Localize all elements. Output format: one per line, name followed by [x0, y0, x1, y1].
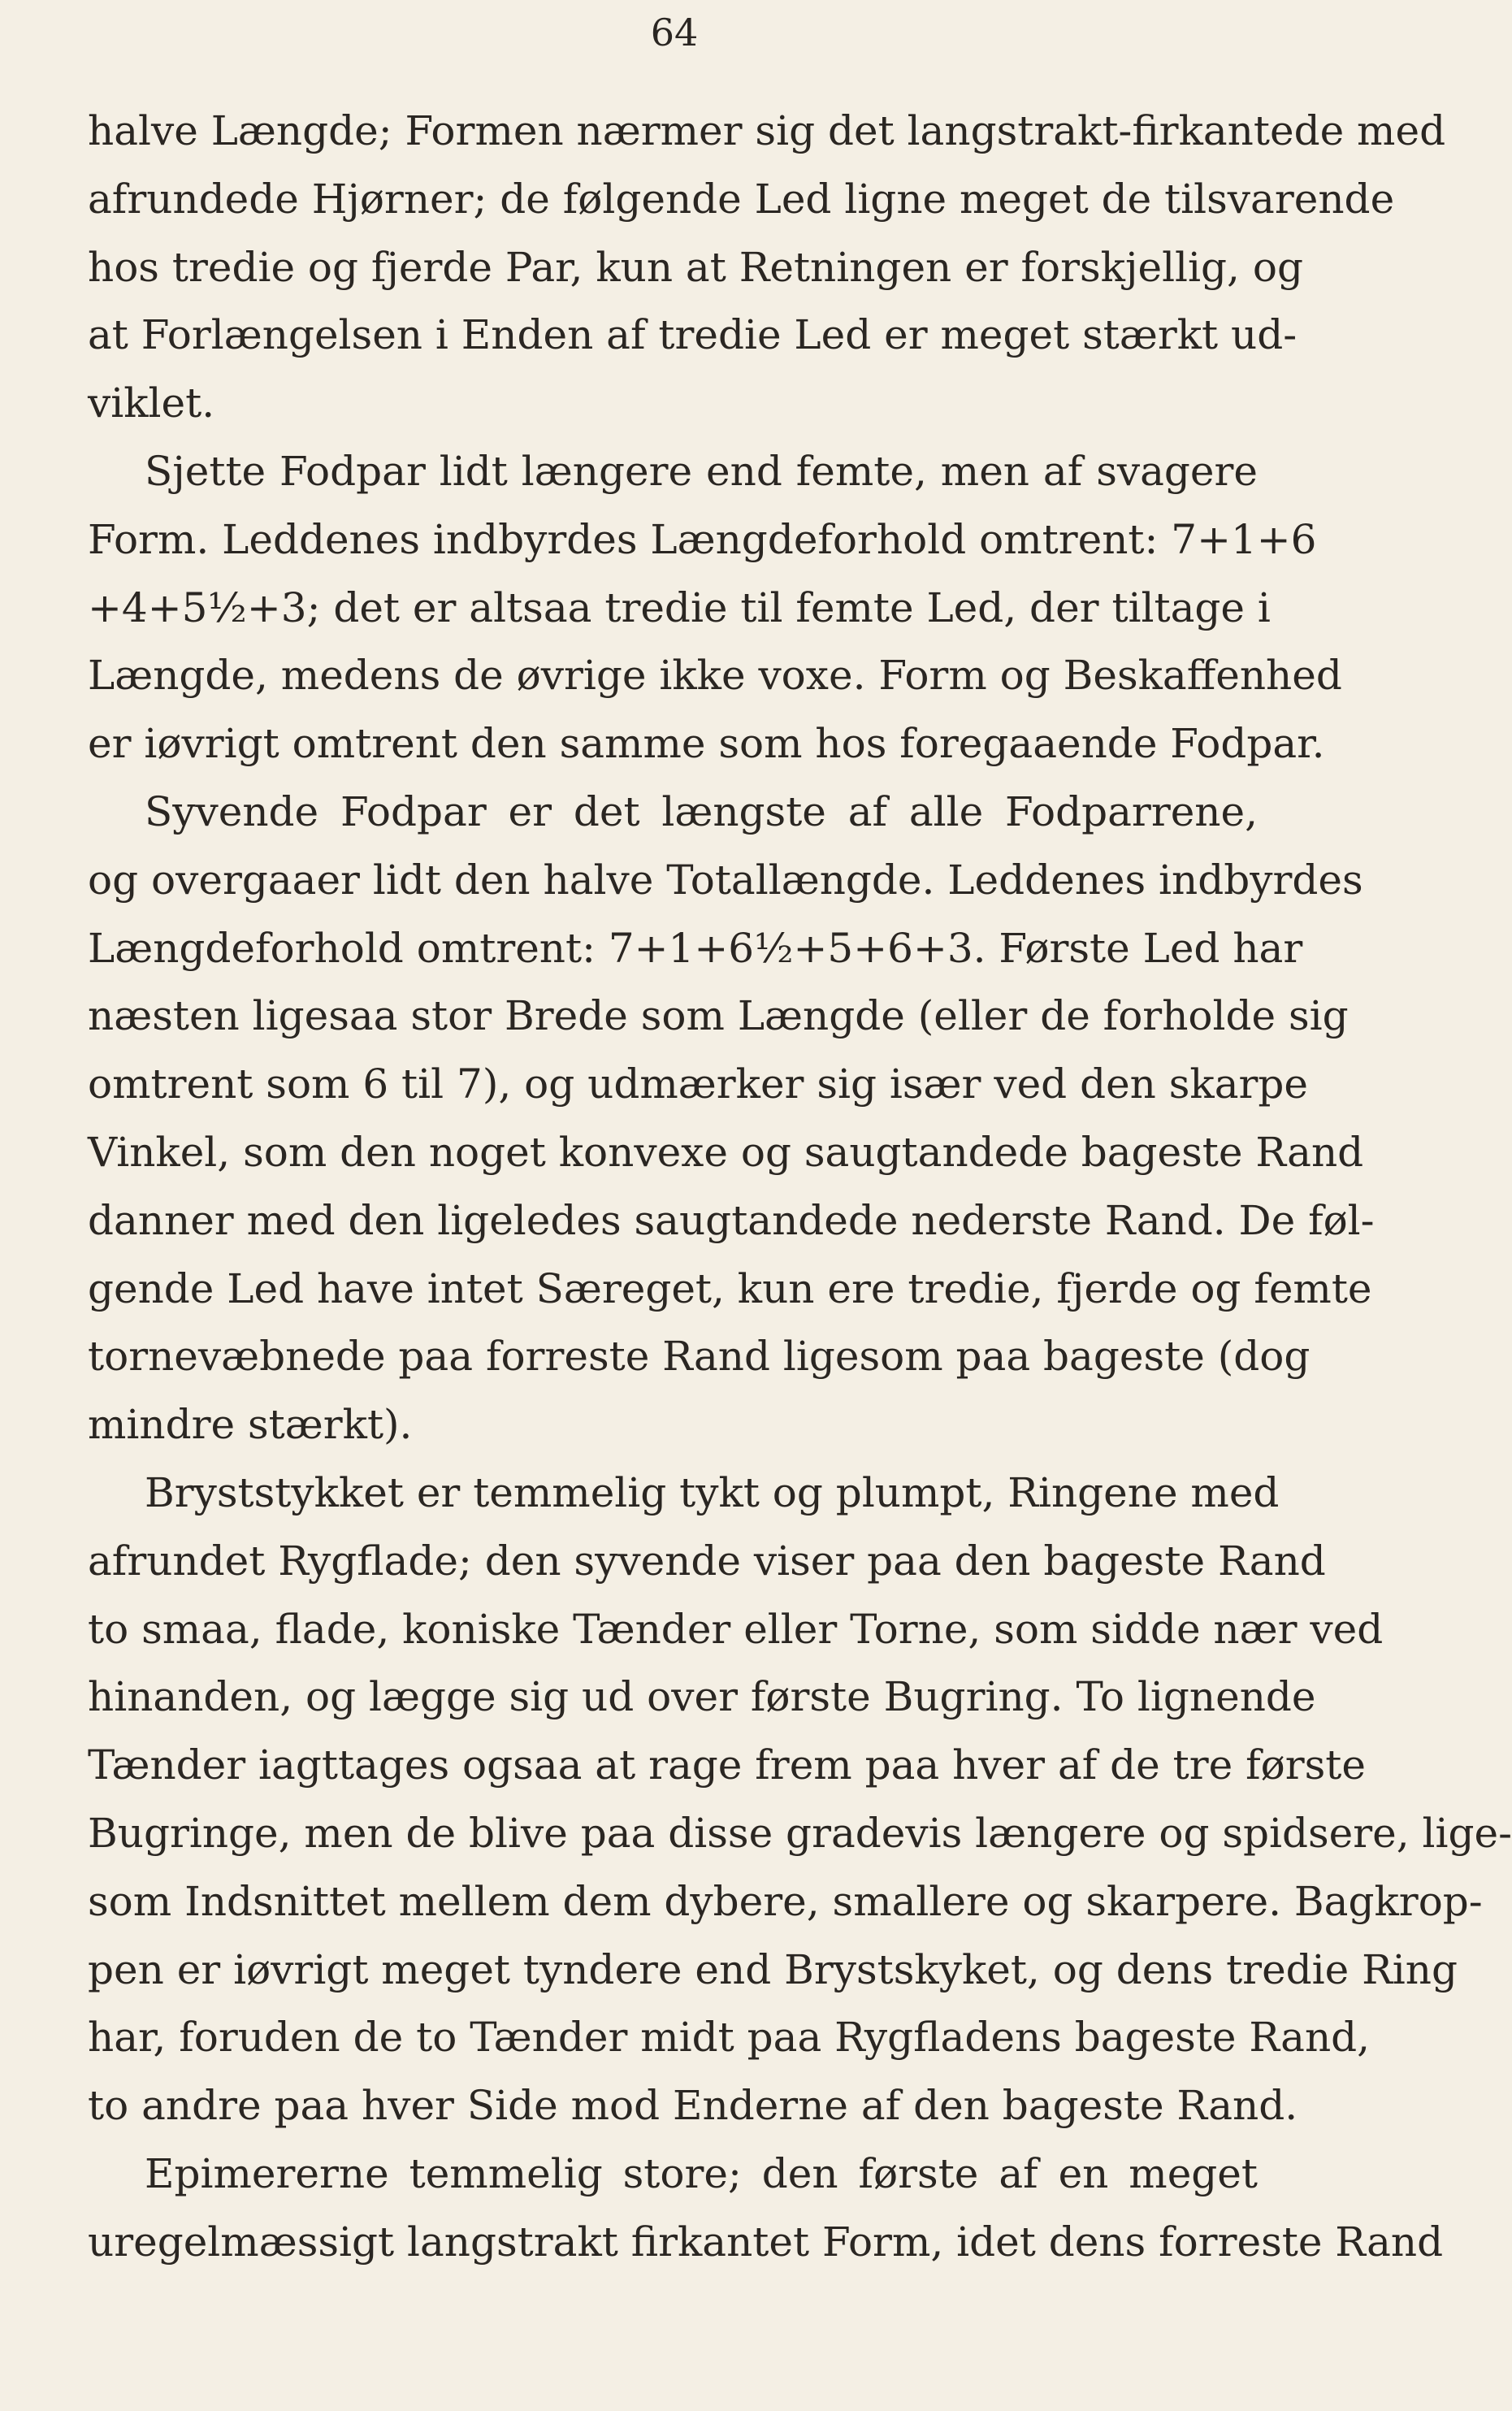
- text-line: Tænder iagttages ogsaa at rage frem paa hver af de tre første: [88, 1741, 1366, 1789]
- text-line: Epimererne temmelig store; den første af en meget: [145, 2149, 1258, 2197]
- text-line: Længdeforhold omtrent: 7+1+6½+5+6+3. Første Led har: [88, 924, 1303, 972]
- text-line: Syvende Fodpar er det længste af alle Fodparrene,: [145, 787, 1258, 835]
- text-line: Sjette Fodpar lidt længere end femte, men af svagere: [145, 447, 1258, 495]
- text-line: næsten ligesaa stor Brede som Længde (eller de forholde sig: [88, 992, 1349, 1040]
- text-line: at Forlængelsen i Enden af tredie Led er meget stærkt ud-: [88, 311, 1298, 359]
- text-line: afrundet Rygflade; den syvende viser paa den bageste Rand: [88, 1537, 1326, 1585]
- text-line: er iøvrigt omtrent den samme som hos foregaaende Fodpar.: [88, 720, 1325, 768]
- text-line: hinanden, og lægge sig ud over første Bugring. To lignende: [88, 1673, 1316, 1721]
- text-line: to andre paa hver Side mod Enderne af den bageste Rand.: [88, 2082, 1298, 2130]
- text-line: hos tredie og fjerde Par, kun at Retningen er forskjellig, og: [88, 243, 1303, 291]
- text-line: to smaa, flade, koniske Tænder eller Torne, som sidde nær ved: [88, 1605, 1384, 1653]
- text-line: mindre stærkt).: [88, 1401, 413, 1449]
- text-line: omtrent som 6 til 7), og udmærker sig især ved den skarpe: [88, 1060, 1309, 1108]
- text-line: uregelmæssigt langstrakt firkantet Form, idet dens forreste Rand: [88, 2218, 1444, 2266]
- text-line: har, foruden de to Tænder midt paa Rygfladens bageste Rand,: [88, 2014, 1371, 2062]
- text-line: Form. Leddenes indbyrdes Længdeforhold omtrent: 7+1+6: [88, 515, 1317, 563]
- text-line: Bugringe, men de blive paa disse gradevis længere og spidsere, lige-: [88, 1809, 1512, 1857]
- text-line: viklet.: [88, 379, 215, 427]
- text-line: danner med den ligeledes saugtandede nederste Rand. De føl-: [88, 1196, 1375, 1244]
- text-line: Vinkel, som den noget konvexe og saugtandede bageste Rand: [88, 1128, 1364, 1176]
- text-line: og overgaaer lidt den halve Totallængde. Leddenes indbyrdes: [88, 856, 1363, 904]
- text-line: gende Led have intet Særeget, kun ere tredie, fjerde og femte: [88, 1264, 1372, 1312]
- page-number: 64: [650, 11, 699, 54]
- text-line: afrundede Hjørner; de følgende Led ligne meget de tilsvarende: [88, 175, 1395, 223]
- text-line: tornevæbnede paa forreste Rand ligesom paa bageste (dog: [88, 1333, 1311, 1381]
- text-line: +4+5½+3; det er altsaa tredie til femte Led, der tiltage i: [88, 583, 1271, 631]
- text-line: Bryststykket er temmelig tykt og plumpt, Ringene med: [145, 1468, 1280, 1516]
- text-line: pen er iøvrigt meget tyndere end Brystskyket, og dens tredie Ring: [88, 1945, 1458, 1993]
- text-line: Længde, medens de øvrige ikke voxe. Form og Beskaffenhed: [88, 652, 1342, 700]
- text-line: halve Længde; Formen nærmer sig det langstrakt-firkantede med: [88, 107, 1446, 154]
- body-text: [88, 98, 1512, 2277]
- text-line: som Indsnittet mellem dem dybere, smallere og skarpere. Bagkrop-: [88, 1877, 1483, 1925]
